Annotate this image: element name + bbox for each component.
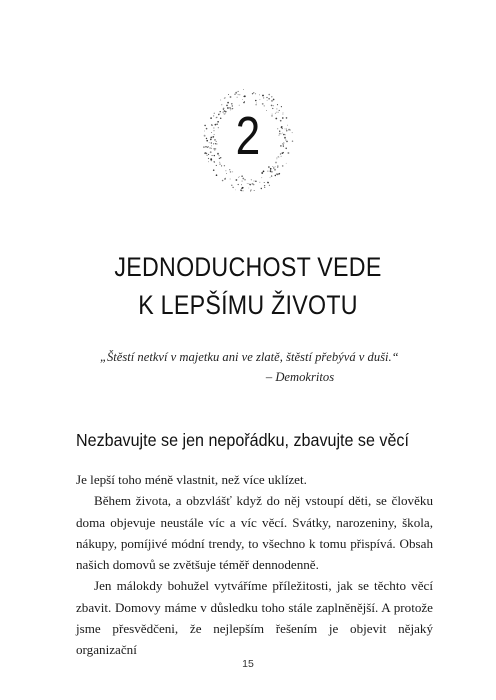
chapter-title-line-2: K LEPŠÍMU ŽIVOTU bbox=[138, 290, 358, 320]
paragraph: Je lepší toho méně vlastnit, než více uklízet. bbox=[76, 472, 307, 487]
page-number: 15 bbox=[242, 658, 254, 670]
paragraph: Během života, a obzvlášť když do něj vstoupí děti, se člověku doma objevuje neustále víc a víc věcí. Svátky, narozeniny, škola, nákupy, pomíjivé módní trendy, to všechno k tomu přispívá. Obsah našich domovů se zvětšuje téměř dennodenně. bbox=[76, 493, 433, 573]
epigraph bbox=[100, 347, 440, 387]
chapter-title bbox=[86, 248, 409, 324]
body-text bbox=[76, 469, 433, 661]
chapter-number: 2 bbox=[235, 106, 261, 166]
epigraph-attribution: – Demokritos bbox=[265, 370, 335, 384]
paragraph: Jen málokdy bohužel vytváříme příležitosti, jak se těchto věcí zbavit. Domovy máme v důsledku toho stále zaplněnější. A protože jsme přesvědčeni, že nejlepším řešením je objevit nějaký organizační bbox=[76, 578, 433, 658]
chapter-ornament bbox=[196, 84, 300, 196]
section-heading: Nezbavujte se jen nepořádku, zbavujte se věcí bbox=[76, 430, 409, 450]
epigraph-quote: „Štěstí netkví v majetku ani ve zlatě, štěstí přebývá v duši.“ bbox=[100, 350, 399, 364]
chapter-title-line-1: JEDNODUCHOST VEDE bbox=[114, 252, 382, 282]
